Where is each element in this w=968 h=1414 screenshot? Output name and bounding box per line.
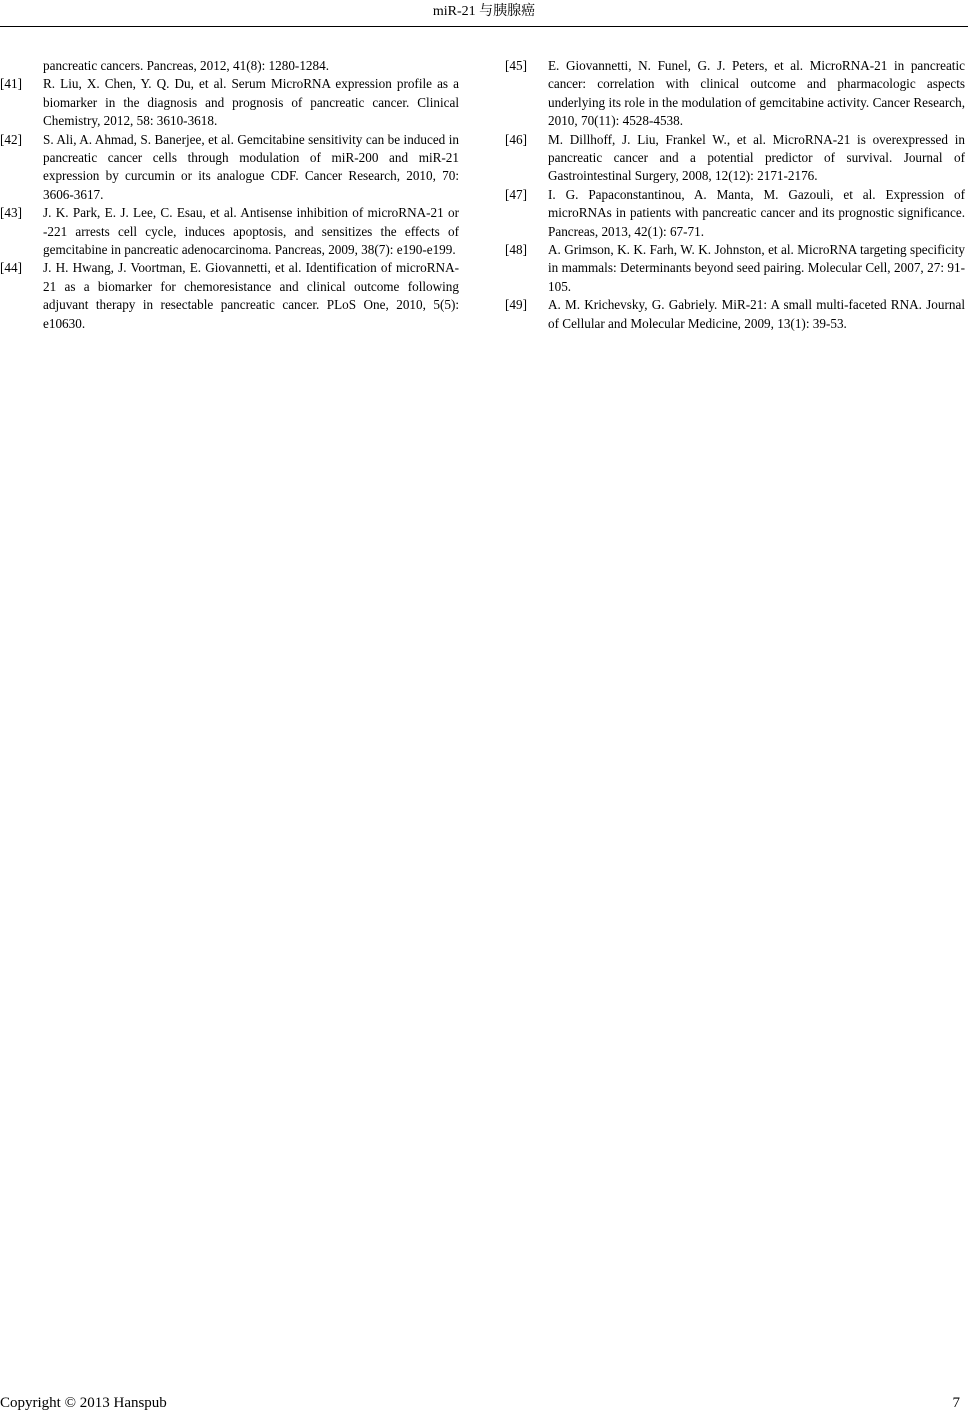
header-rule — [0, 26, 968, 27]
reference-text: J. H. Hwang, J. Voortman, E. Giovannetti, et al. Identification of microRNA-21 as a biomarker for chemoresistance and clinical outcome following adjuvant therapy in resectable pancreatic cancer. PLoS One, 2010, 5(5): e10630. — [43, 260, 459, 331]
reference-text: A. Grimson, K. K. Farh, W. K. Johnston, et al. MicroRNA targeting specificity in mammals: Determinants beyond seed pairing. Molecular Cell, 2007, 27: 91-105. — [548, 242, 965, 294]
reference-number: [44] — [0, 260, 22, 276]
reference-text: E. Giovannetti, N. Funel, G. J. Peters, et al. MicroRNA-21 in pancreatic cancer: correlation with clinical outcome and pharmacologic aspects underlying its role in the modulation of gemcitabine activity. Cancer Research, 2010, 70(11): 4528-4538. — [548, 58, 965, 129]
reference-text: M. Dillhoff, J. Liu, Frankel W., et al. MicroRNA-21 is overexpressed in pancreatic cancer and a potential predictor of survival. Journal of Gastrointestinal Surgery, 2008, 12(12): 2171-2176. — [548, 131, 965, 184]
reference-45 — [505, 57, 965, 131]
references-left-column — [0, 57, 459, 333]
reference-text: A. M. Krichevsky, G. Gabriely. MiR-21: A small multi-faceted RNA. Journal of Cellular and Molecular Medicine, 2009, 13(1): 39-53. — [548, 297, 965, 331]
reference-47 — [505, 186, 965, 241]
reference-text: S. Ali, A. Ahmad, S. Banerjee, et al. Gemcitabine sensitivity can be induced in pancreatic cancer cells through modulation of miR-200 and miR-21 expression by curcumin or its analogue CDF. Cancer Research, 2010, 70: 3606-3617. — [43, 131, 459, 202]
references-right-column — [505, 57, 965, 333]
reference-42 — [0, 131, 459, 205]
reference-text: R. Liu, X. Chen, Y. Q. Du, et al. Serum MicroRNA expression profile as a biomarker in the diagnosis and prognosis of pancreatic cancer. Clinical Chemistry, 2012, 58: 3610-3618. — [43, 76, 459, 129]
running-header: miR-21 与胰腺癌 — [432, 4, 536, 19]
copyright-footer: Copyright © 2013 Hanspub — [0, 1395, 167, 1411]
reference-number: [47] — [505, 186, 527, 202]
reference-48 — [505, 241, 965, 296]
page-number: 7 — [952, 1395, 960, 1411]
reference-text: I. G. Papaconstantinou, A. Manta, M. Gazouli, et al. Expression of microRNAs in patients with pancreatic cancer and its prognostic significance. Pancreas, 2013, 42(1): 67-71. — [548, 186, 965, 239]
reference-number: [48] — [505, 242, 527, 258]
reference-continuation: pancreatic cancers. Pancreas, 2012, 41(8): 1280-1284. — [43, 58, 329, 73]
reference-number: [46] — [505, 131, 527, 147]
reference-44 — [0, 259, 459, 333]
reference-41 — [0, 75, 459, 130]
reference-number: [49] — [505, 297, 527, 313]
reference-49 — [505, 296, 965, 333]
reference-text: J. K. Park, E. J. Lee, C. Esau, et al. Antisense inhibition of microRNA-21 or -221 arrests cell cycle, induces apoptosis, and sensitizes the effects of gemcitabine in pancreatic adenocarcinoma. Pancreas, 2009, 38(7): e190-e199. — [43, 205, 459, 258]
reference-number: [41] — [0, 76, 22, 92]
reference-43 — [0, 204, 459, 259]
reference-number: [42] — [0, 131, 22, 147]
reference-46 — [505, 131, 965, 186]
reference-number: [43] — [0, 205, 22, 221]
reference-number: [45] — [505, 58, 527, 73]
